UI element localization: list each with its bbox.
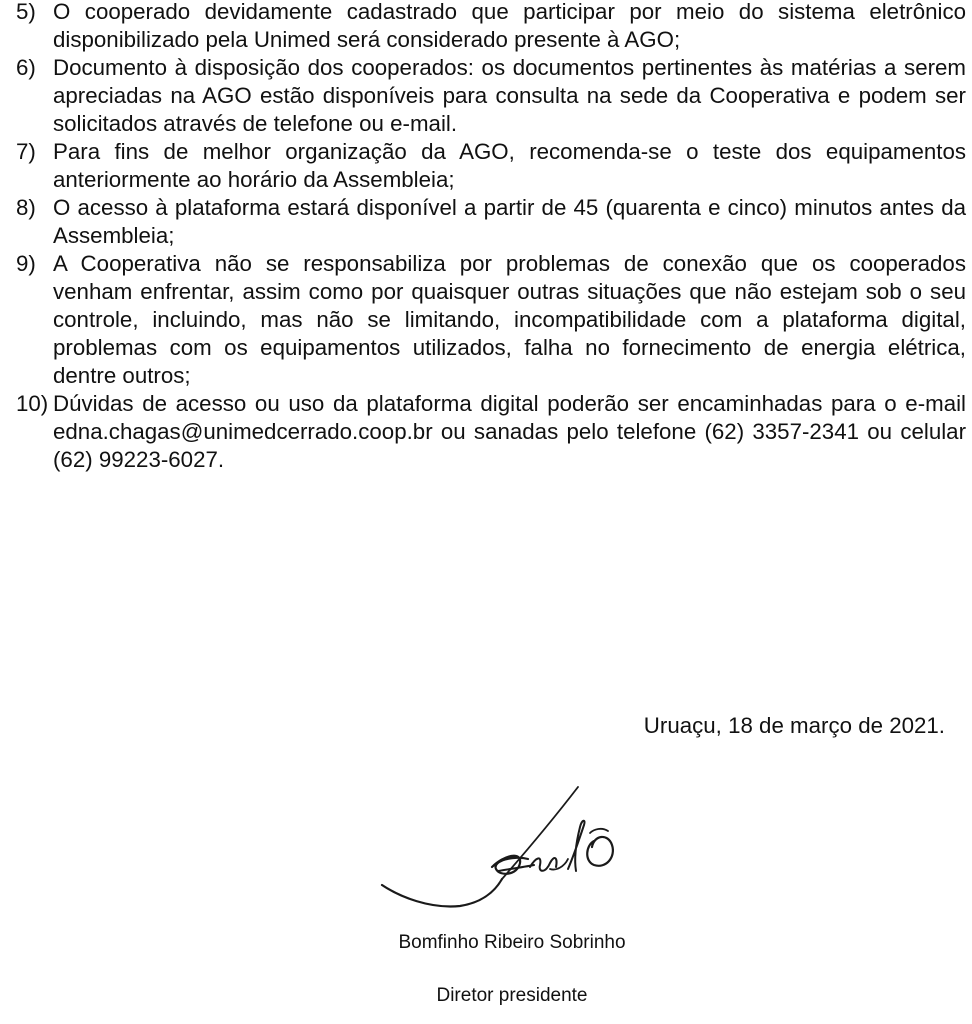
item-number: 7) <box>16 139 36 164</box>
item-text: Dúvidas de acesso ou uso da plataforma digital poderão ser encaminhadas para o e-mail edna.chagas@unimedcerrado.coop.br ou sanadas pelo telefone (62) 3357-2341 ou celular (62) 99223-6027. <box>53 391 966 472</box>
item-text: Documento à disposição dos cooperados: os documentos pertinentes às matérias a serem apreciadas na AGO estão disponíveis para consulta na sede da Cooperativa e podem ser solicitados através de telefone ou e-mail. <box>53 55 966 136</box>
place-and-date: Uruaçu, 18 de março de 2021. <box>643 713 945 738</box>
list-item <box>16 54 966 138</box>
signer-name: Bomfinho Ribeiro Sobrinho <box>398 932 626 953</box>
item-number: 6) <box>16 55 36 80</box>
list-item <box>16 390 966 474</box>
signer-title: Diretor presidente <box>436 985 588 1006</box>
list-item <box>16 250 966 390</box>
item-number: 8) <box>16 195 36 220</box>
item-number: 5) <box>16 0 36 24</box>
handwritten-signature <box>380 785 640 915</box>
list-item <box>16 194 966 250</box>
item-text: Para fins de melhor organização da AGO, recomenda-se o teste dos equipamentos anteriormente ao horário da Assembleia; <box>53 139 966 192</box>
item-text: O acesso à plataforma estará disponível a partir de 45 (quarenta e cinco) minutos antes da Assembleia; <box>53 195 966 248</box>
list-item <box>16 138 966 194</box>
list-item <box>16 0 966 54</box>
item-text: A Cooperativa não se responsabiliza por problemas de conexão que os cooperados venham enfrentar, assim como por quaisquer outras situações que não estejam sob o seu controle, incluindo, mas não se limitando, incompatibilidade com a plataforma digital, problemas com os equipamentos utilizados, falha no fornecimento de energia elétrica, dentre outros; <box>53 251 966 388</box>
item-number: 9) <box>16 251 36 276</box>
instructions-list <box>16 0 966 474</box>
item-text: O cooperado devidamente cadastrado que participar por meio do sistema eletrônico disponibilizado pela Unimed será considerado presente à AGO; <box>53 0 966 52</box>
item-number: 10) <box>16 391 49 416</box>
